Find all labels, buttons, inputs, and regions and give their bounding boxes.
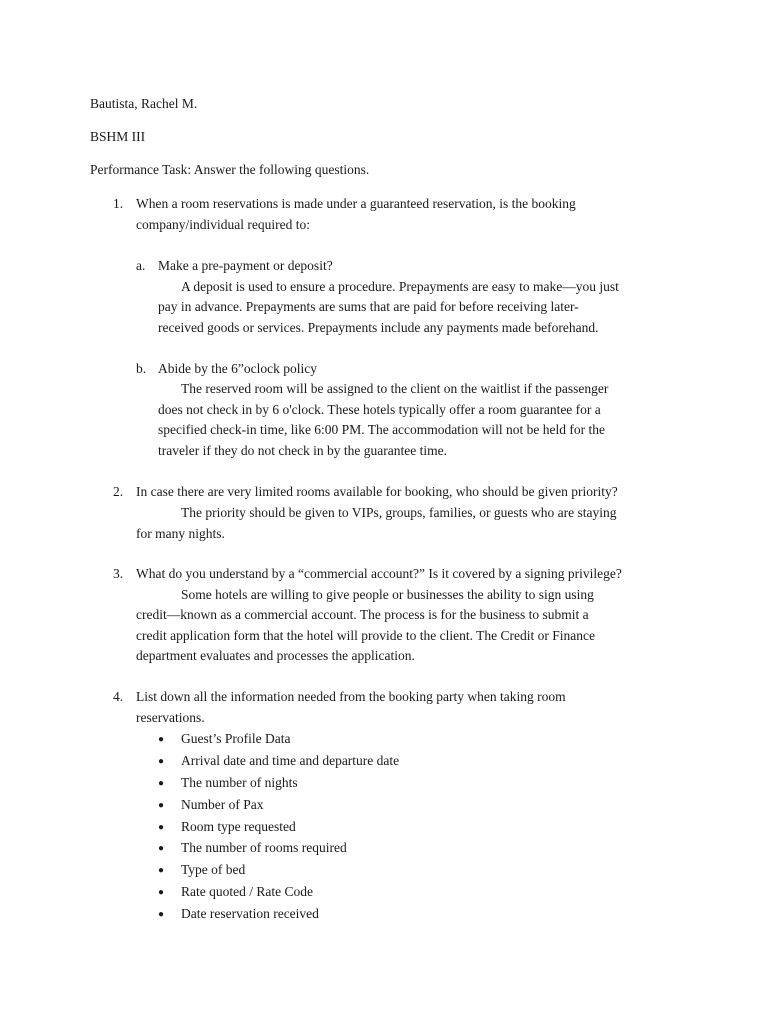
question-number: 4.: [113, 689, 124, 704]
bullet-icon: ●: [158, 800, 165, 811]
answer-text: for many nights.: [136, 526, 225, 541]
bullet-icon: ●: [158, 865, 165, 876]
answer-text: credit—known as a commercial account. The process is for the business to submit a: [136, 607, 589, 622]
list-item: Rate quoted / Rate Code: [181, 884, 313, 899]
list-item: Guest’s Profile Data: [181, 731, 291, 746]
list-item: Number of Pax: [181, 797, 264, 812]
answer-text: pay in advance. Prepayments are sums that are paid for before receiving later-: [158, 299, 579, 314]
subquestion-label: a.: [136, 258, 146, 273]
answer-text: department evaluates and processes the application.: [136, 648, 415, 663]
bullet-icon: ●: [158, 734, 165, 745]
answer-text: The priority should be given to VIPs, groups, families, or guests who are staying: [181, 505, 617, 520]
answer-text: traveler if they do not check in by the guarantee time.: [158, 443, 448, 458]
student-name: Bautista, Rachel M.: [90, 96, 198, 111]
question-number: 3.: [113, 566, 124, 581]
question-text: company/individual required to:: [136, 217, 310, 232]
answer-text: Some hotels are willing to give people or businesses the ability to sign using: [181, 587, 594, 602]
subquestion-title: Abide by the 6”oclock policy: [158, 361, 317, 376]
answer-text: A deposit is used to ensure a procedure. Prepayments are easy to make—you just: [181, 279, 619, 294]
question-text: In case there are very limited rooms available for booking, who should be given priority?: [136, 484, 618, 499]
question-text: List down all the information needed from the booking party when taking room: [136, 689, 566, 704]
list-item: Date reservation received: [181, 906, 319, 921]
bullet-icon: ●: [158, 909, 165, 920]
bullet-icon: ●: [158, 843, 165, 854]
list-item: The number of rooms required: [181, 840, 347, 855]
answer-text: credit application form that the hotel will provide to the client. The Credit or Finance: [136, 628, 595, 643]
subquestion-title: Make a pre-payment or deposit?: [158, 258, 333, 273]
subquestion-label: b.: [136, 361, 147, 376]
bullet-icon: ●: [158, 887, 165, 898]
question-number: 1.: [113, 196, 124, 211]
answer-text: specified check-in time, like 6:00 PM. The accommodation will not be held for the: [158, 422, 606, 437]
answer-text: The reserved room will be assigned to the client on the waitlist if the passenger: [181, 381, 609, 396]
question-number: 2.: [113, 484, 124, 499]
bullet-icon: ●: [158, 756, 165, 767]
list-item: Arrival date and time and departure date: [181, 753, 400, 768]
answer-text: does not check in by 6 o'clock. These hotels typically offer a room guarantee for a: [158, 402, 601, 417]
bullet-icon: ●: [158, 778, 165, 789]
answer-text: received goods or services. Prepayments include any payments made beforehand.: [158, 320, 599, 335]
list-item: The number of nights: [181, 775, 298, 790]
task-instructions: Performance Task: Answer the following questions.: [90, 162, 370, 177]
question-text: When a room reservations is made under a guaranteed reservation, is the booking: [136, 196, 576, 211]
list-item: Type of bed: [181, 862, 246, 877]
question-text: What do you understand by a “commercial account?” Is it covered by a signing privilege?: [136, 566, 622, 581]
list-item: Room type requested: [181, 819, 296, 834]
bullet-icon: ●: [158, 822, 165, 833]
question-text: reservations.: [136, 710, 205, 725]
course-section: BSHM III: [90, 129, 146, 144]
